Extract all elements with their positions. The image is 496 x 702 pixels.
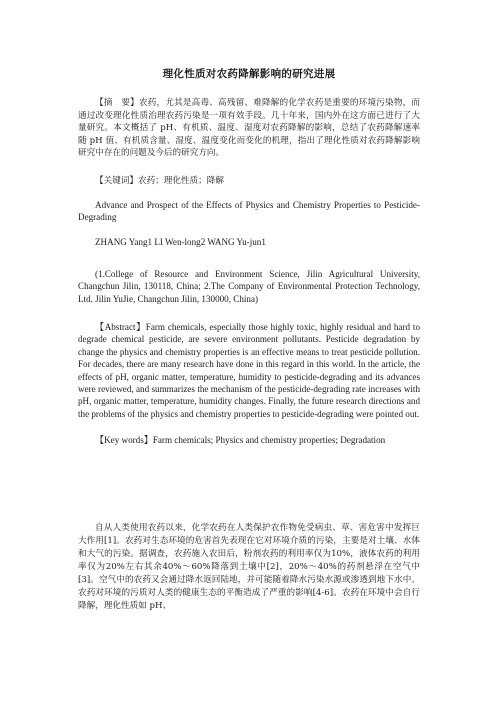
introduction-paragraph: 自从人类使用农药以来，化学农药在人类保护农作物免受病虫、草、害危害中发挥巨大作用[1]。农药对生态环境的危害首先表现在它对环境介质的污染，主要是对土壤、水体和大气的污染。据调查，农药施入农田后，粉剂农药的利用率仅为10%，液体农药的利用率仅为20%左右其余40%～60%降落到土壤中[2]，20%～40%的药剂悬浮在空气中[3]。空气中的农药又会通过降水返回陆地，并可能随着降水污染水源或渗透到地下水中。农药对环境的污质对人类的健康生态的平衡造成了严重的影响[4-6]。农药在环境中会自行降解，理化性质如 pH、 [78, 523, 420, 611]
affiliation: (1.College of Resource and Environment Science, Jilin Agricultural University, Changchun Jilin, 130118, China; 2.The Company of Environmental Protection Technology, Ltd. Jilin YuJie, Changchun Jilin, 130000, China) [78, 269, 420, 304]
abstract-english: 【Abstract】Farm chemicals, especially those highly toxic, highly residual and hard to degrade chemical pesticide, are severe environment pollutants. Pesticide degradation by change the physics and chemistry properties is an effective means to treat pesticide pollution. For decades, there are many research have done in this regard in this world. In the article, the effects of pH, organic matter, temperature, humidity to pesticide-degrading and its advances were reviewed, and summarizes the mechanism of the pesticide-degrading rate increases with pH, organic matter, temperature, humidity changes. Finally, the future research directions and the problems of the physics and chemistry properties to pesticide-degrading were pointed out. [78, 322, 420, 419]
keywords-english: 【Key words】Farm chemicals; Physics and chemistry properties; Degradation [95, 435, 386, 445]
authors: ZHANG Yang1 LI Wen-long2 WANG Yu-jun1 [95, 237, 266, 247]
english-title: Advance and Prospect of the Effects of Physics and Chemistry Properties to Pesticide-Degrading [78, 200, 420, 223]
keywords-chinese: 【关键词】农药；理化性质；降解 [95, 176, 224, 186]
abstract-chinese: 【摘 要】农药，尤其是高毒、高残留、难降解的化学农药是重要的环境污染物，而通过改变理化性质治理农药污染是一项有效手段。几十年来，国内外在这方面已进行了大量研究。本文概括了 pH、有机质、温度、湿度对农药降解的影响，总结了农药降解速率随 pH 值、有机质含量、湿度、温度变化而变化的机理，指出了理化性质对农药降解影响研究中存在的问题及今后的研究方向。 [78, 98, 420, 159]
paper-title: 理化性质对农药降解影响的研究进展 [162, 68, 336, 80]
